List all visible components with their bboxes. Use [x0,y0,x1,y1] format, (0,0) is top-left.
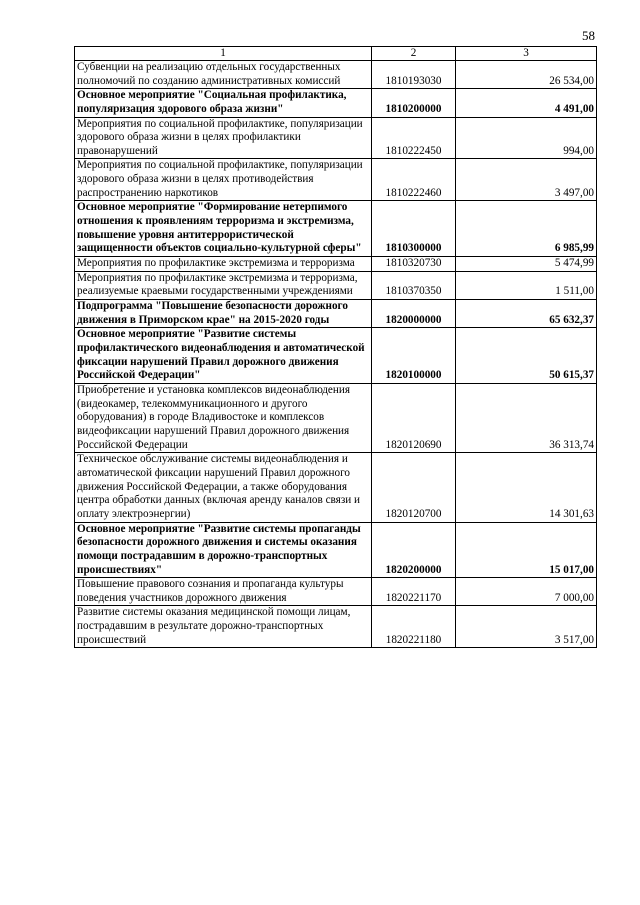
row-code: 1810222460 [372,159,456,201]
table-row [75,328,597,384]
header-col-1: 1 [75,47,372,61]
table-row [75,201,597,257]
table-row [75,522,597,578]
row-amount: 7 000,00 [456,578,597,606]
budget-table [74,46,597,648]
row-amount: 3 497,00 [456,159,597,201]
row-code: 1810200000 [372,89,456,117]
row-amount: 26 534,00 [456,60,597,88]
row-name: Мероприятия по профилактике экстремизма и терроризма, реализуемые краевыми государственными учреждениями [75,271,372,299]
header-col-2: 2 [372,47,456,61]
row-code: 1820000000 [372,300,456,328]
row-amount: 1 511,00 [456,271,597,299]
table-row [75,60,597,88]
row-amount: 15 017,00 [456,522,597,578]
row-name: Подпрограмма "Повышение безопасности дорожного движения в Приморском крае" на 2015-2020 годы [75,300,372,328]
row-name: Основное мероприятие "Развитие системы профилактического видеонаблюдения и автоматической фиксации нарушений Правил дорожного движения Российской Федерации" [75,328,372,384]
row-amount: 4 491,00 [456,89,597,117]
row-code: 1820120700 [372,453,456,522]
row-name: Техническое обслуживание системы видеонаблюдения и автоматической фиксации нарушений Правил дорожного движения Российской Федерации, а также оборудования центра обработки данных (включая аренду каналов связи и оплату электроэнергии) [75,453,372,522]
row-code: 1810370350 [372,271,456,299]
table-row [75,578,597,606]
row-name: Основное мероприятие "Развитие системы пропаганды безопасности дорожного движения и системы оказания помощи пострадавшим в дорожно-транспортных происшествиях" [75,522,372,578]
table-row [75,271,597,299]
table-row [75,89,597,117]
header-col-3: 3 [456,47,597,61]
row-name: Основное мероприятие "Социальная профилактика, популяризация здорового образа жизни" [75,89,372,117]
row-code: 1820221170 [372,578,456,606]
row-name: Мероприятия по профилактике экстремизма и терроризма [75,257,372,272]
table-row [75,257,597,272]
row-name: Основное мероприятие "Формирование нетерпимого отношения к проявлениям терроризма и экстремизма, повышение уровня антитеррористической защищенности объектов социально-культурной сферы" [75,201,372,257]
row-code: 1810222450 [372,117,456,159]
row-amount: 5 474,99 [456,257,597,272]
row-code: 1820200000 [372,522,456,578]
table-row [75,117,597,159]
row-name: Мероприятия по социальной профилактике, популяризации здорового образа жизни в целях профилактики правонарушений [75,117,372,159]
table-row [75,606,597,648]
row-amount: 36 313,74 [456,383,597,452]
header-row [75,47,597,61]
row-name: Субвенции на реализацию отдельных государственных полномочий по созданию административных комиссий [75,60,372,88]
row-code: 1820120690 [372,383,456,452]
row-name: Развитие системы оказания медицинской помощи лицам, пострадавшим в результате дорожно-транспортных происшествий [75,606,372,648]
row-name: Повышение правового сознания и пропаганда культуры поведения участников дорожного движения [75,578,372,606]
row-amount: 65 632,37 [456,300,597,328]
table-row [75,453,597,522]
row-code: 1820100000 [372,328,456,384]
row-code: 1820221180 [372,606,456,648]
row-amount: 3 517,00 [456,606,597,648]
table-row [75,383,597,452]
row-amount: 14 301,63 [456,453,597,522]
table-row [75,159,597,201]
row-name: Мероприятия по социальной профилактике, популяризации здорового образа жизни в целях противодействия распространению наркотиков [75,159,372,201]
row-code: 1810320730 [372,257,456,272]
row-code: 1810300000 [372,201,456,257]
row-name: Приобретение и установка комплексов видеонаблюдения (видеокамер, телекоммуникационного и другого оборудования) в городе Владивостоке и комплексов видеофиксации нарушений Правил дорожного движения Российской Федерации [75,383,372,452]
row-code: 1810193030 [372,60,456,88]
row-amount: 50 615,37 [456,328,597,384]
page-number: 58 [582,28,595,43]
table-row [75,300,597,328]
row-amount: 6 985,99 [456,201,597,257]
row-amount: 994,00 [456,117,597,159]
